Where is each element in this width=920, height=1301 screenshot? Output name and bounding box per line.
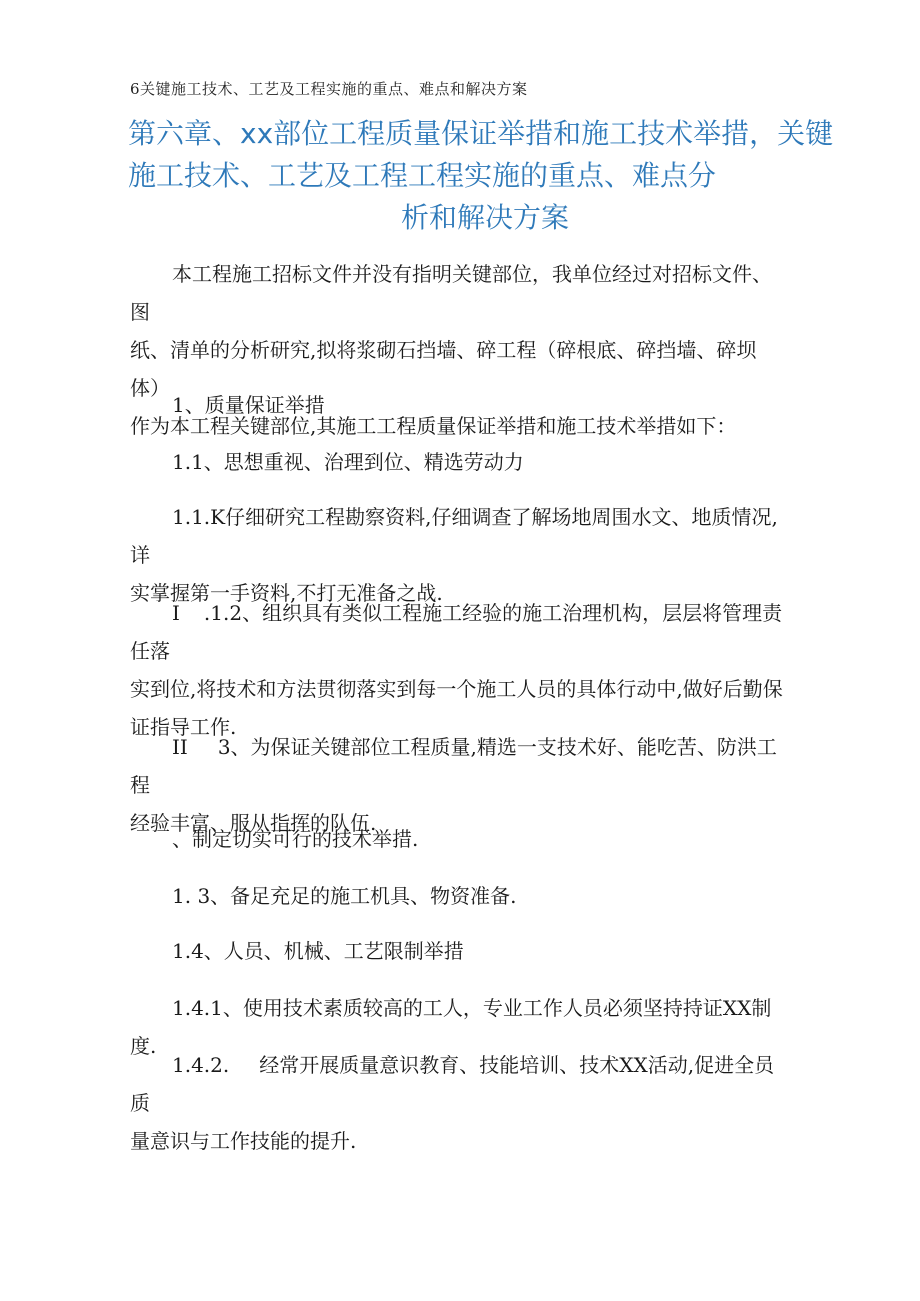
section-1-text: 1、质量保证举措 bbox=[172, 393, 325, 417]
paragraph-1-1-3-line-1: 3、为保证关键部位工程质量,精选一支技术好、能吃苦、防洪工程 bbox=[130, 735, 777, 797]
chapter-title-line-3: 析和解决方案 bbox=[400, 201, 569, 234]
section-heading-1-3 bbox=[130, 877, 790, 915]
paragraph-1-4-2-line-2: 量意识与工作技能的提升. bbox=[130, 1129, 357, 1153]
paragraph-1-1-1-line-2: 实掌握第一手资料,不打无准备之战. bbox=[130, 581, 443, 605]
paragraph-1-4-2-prefix: 1.4.2. bbox=[172, 1053, 230, 1077]
paragraph-1-1-2-prefix: I bbox=[172, 601, 180, 625]
intro-line-3: 作为本工程关键部位,其施工工程质量保证举措和施工技术举措如下： bbox=[130, 414, 737, 438]
section-heading-1-2 bbox=[130, 820, 790, 858]
paragraph-1-1-2-line-1: .1.2、组织具有类似工程施工经验的施工治理机构，层层将管理责任落 bbox=[130, 601, 783, 663]
chapter-title-line-1: 第六章、xx部位工程质量保证举措和施工技术举措，关键 bbox=[128, 117, 834, 150]
paragraph-1-1-2 bbox=[130, 594, 790, 746]
section-heading-1-4 bbox=[130, 932, 790, 970]
section-1-2-text: 、制定切实可行的技术举措. bbox=[172, 827, 419, 851]
section-1-1-text: 1.1、思想重视、治理到位、精选劳动力 bbox=[172, 450, 524, 474]
paragraph-1-4-1-text: 1.4.1、使用技术素质较高的工人，专业工作人员必须坚持持证XX制度. bbox=[130, 996, 772, 1058]
paragraph-1-1-1-line-1: 1.1.K仔细研究工程勘察资料,仔细调查了解场地周围水文、地质情况,详 bbox=[130, 505, 778, 567]
section-heading-1-1 bbox=[130, 443, 790, 481]
chapter-title bbox=[128, 113, 834, 239]
paragraph-1-4-2-line-1: 经常开展质量意识教育、技能培训、技术XX活动,促进全员质 bbox=[130, 1053, 775, 1115]
intro-line-1: 本工程施工招标文件并没有指明关键部位，我单位经过对招标文件、图 bbox=[130, 262, 772, 324]
section-1-3-text: 1. 3、备足充足的施工机具、物资准备. bbox=[172, 884, 517, 908]
paragraph-1-4-2 bbox=[130, 1046, 790, 1160]
intro-line-2: 纸、清单的分析研究,拟将浆砌石挡墙、碎工程（碎根底、碎挡墙、碎坝体） bbox=[130, 338, 757, 400]
paragraph-1-1-3-line-2: 经验丰富、服从指挥的队伍. bbox=[130, 811, 377, 835]
paragraph-1-1-2-line-3: 证指导工作. bbox=[130, 715, 237, 739]
running-header: 6关键施工技术、工艺及工程实施的重点、难点和解决方案 bbox=[130, 80, 528, 98]
paragraph-1-1-3-prefix: II bbox=[172, 735, 188, 759]
section-heading-1 bbox=[130, 386, 790, 424]
section-1-4-text: 1.4、人员、机械、工艺限制举措 bbox=[172, 939, 464, 963]
chapter-title-line-2: 施工技术、工艺及工程工程实施的重点、难点分 bbox=[128, 159, 717, 192]
paragraph-1-1-2-line-2: 实到位,将技术和方法贯彻落实到每一个施工人员的具体行动中,做好后勤保 bbox=[130, 677, 783, 701]
